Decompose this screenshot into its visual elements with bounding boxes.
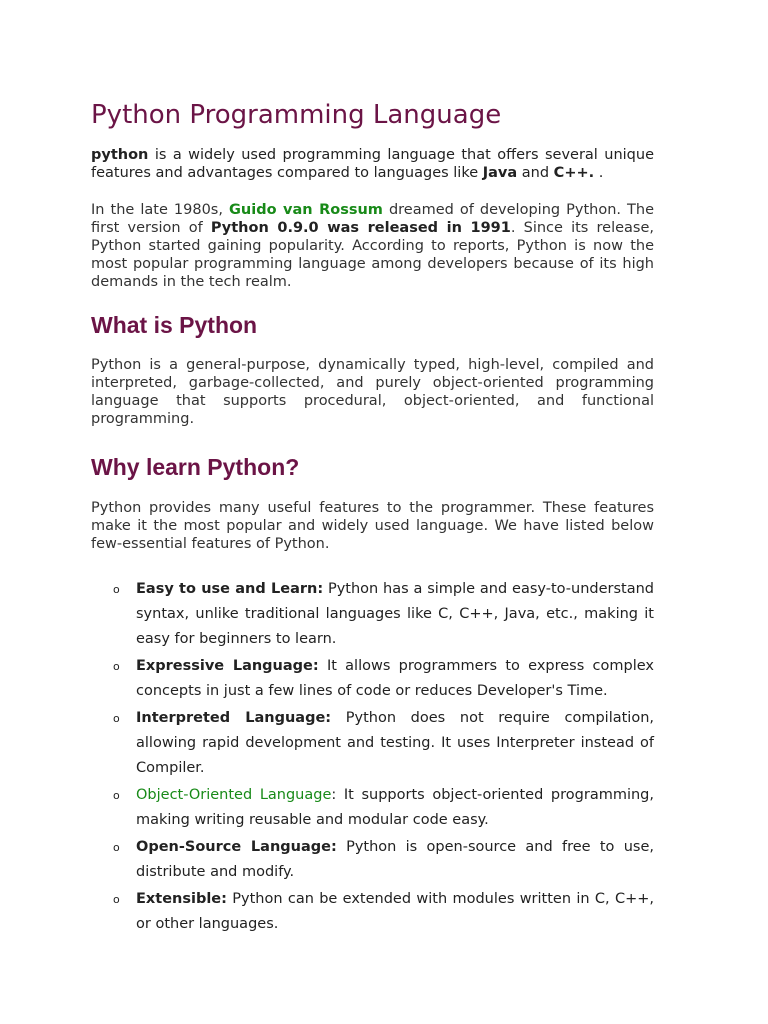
java-term: Java: [482, 165, 518, 181]
history-text-start: In the late 1980s,: [91, 202, 230, 218]
release-highlight: Python 0.9.0 was released in 1991: [210, 220, 511, 236]
bullet-icon: o: [113, 841, 120, 854]
intro-and: and: [517, 165, 554, 181]
oop-link[interactable]: Object-Oriented Language: [136, 787, 332, 803]
bullet-icon: o: [113, 893, 120, 906]
feature-text: Python is open-source and free to use, distribute and modify.: [136, 839, 654, 880]
why-learn-python-heading: Why learn Python?: [91, 454, 300, 480]
feature-text: Python has a simple and easy-to-understand syntax, unlike traditional languages like C, C++, Java, etc., making it easy for beginners to learn.: [136, 581, 654, 647]
history-paragraph: [91, 201, 654, 291]
python-term: python: [91, 147, 149, 163]
features-list: [91, 577, 654, 937]
intro-end: .: [594, 165, 604, 181]
feature-text: It allows programmers to express complex concepts in just a few lines of code or reduces Developer's Time.: [136, 658, 654, 699]
cpp-term: C++.: [553, 165, 595, 181]
list-item: [91, 887, 654, 937]
what-is-python-paragraph: Python is a general-purpose, dynamically typed, high-level, compiled and interpreted, garbage-collected, and purely object-oriented programming language that supports procedural, object-oriented, and functional programming.: [91, 357, 654, 427]
bullet-icon: o: [113, 660, 120, 673]
feature-label: Open-Source Language:: [136, 839, 337, 855]
feature-label: Expressive Language:: [136, 658, 319, 674]
list-item: [91, 577, 654, 652]
feature-label: Extensible:: [136, 891, 227, 907]
intro-text: is a widely used programming language that offers several unique features and advantages compared to languages like: [91, 147, 654, 181]
feature-text: : It supports object-oriented programming, making writing reusable and modular code easy.: [136, 787, 654, 828]
bullet-icon: o: [113, 712, 120, 725]
feature-label: Interpreted Language:: [136, 710, 332, 726]
list-item: [91, 706, 654, 781]
bullet-icon: o: [113, 789, 120, 802]
history-text-middle: dreamed of developing Python. The first version of: [91, 202, 655, 236]
guido-link[interactable]: Guido van Rossum: [229, 202, 383, 218]
feature-label: Easy to use and Learn:: [136, 581, 324, 597]
document-page: [91, 96, 654, 939]
why-learn-python-paragraph: Python provides many useful features to the programmer. These features make it the most popular and widely used language. We have listed below few-essential features of Python.: [91, 500, 654, 552]
list-item: [91, 835, 654, 885]
page-title: Python Programming Language: [91, 100, 502, 130]
feature-text: Python does not require compilation, allowing rapid development and testing. It uses Interpreter instead of Compiler.: [136, 710, 654, 776]
bullet-icon: o: [113, 583, 120, 596]
list-item: [91, 783, 654, 833]
feature-text: Python can be extended with modules written in C, C++, or other languages.: [136, 891, 654, 932]
what-is-python-heading: What is Python: [91, 312, 258, 338]
list-item: [91, 654, 654, 704]
intro-paragraph: [91, 146, 654, 182]
history-text-end: . Since its release, Python started gaining popularity. According to reports, Python is now the most popular programming language among developers because of its high demands in the tech realm.: [91, 220, 654, 290]
